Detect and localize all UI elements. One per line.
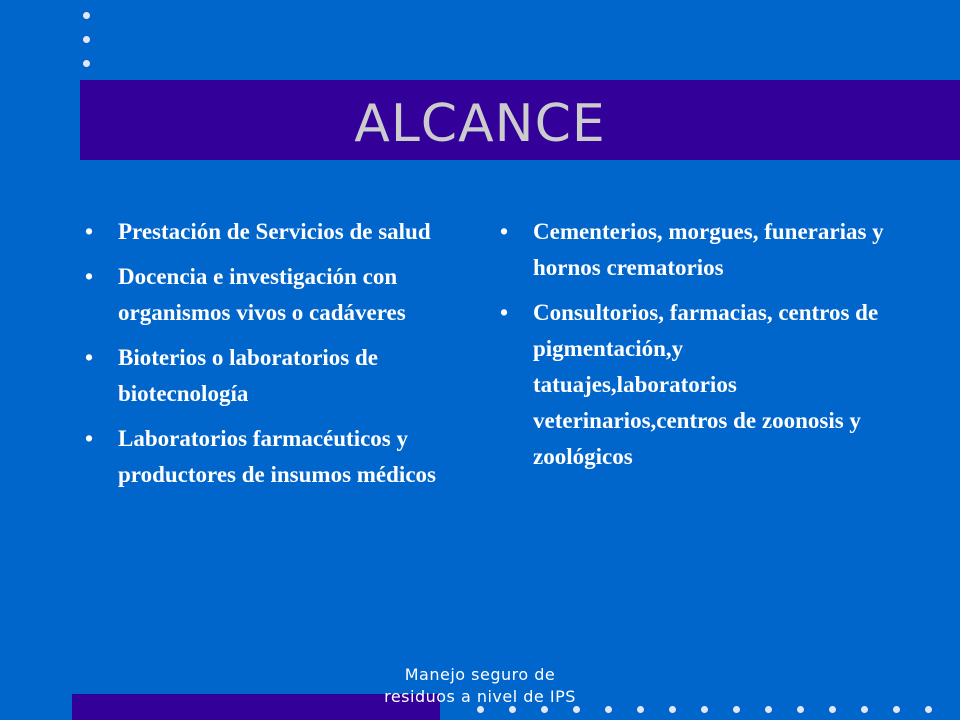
footer-line-2: residuos a nivel de IPS — [384, 687, 576, 706]
footer-line-1: Manejo seguro de — [404, 665, 556, 684]
left-bullet-list — [85, 214, 460, 502]
list-item-text: Consultorios, farmacias, centros de pigmentación,y tatuajes,laboratorios veterinarios,centros de zoonosis y zoológicos — [533, 300, 879, 469]
decor-dot — [83, 12, 90, 19]
bullet-icon: • — [500, 219, 509, 244]
decor-dot — [733, 706, 740, 713]
list-item-text: Prestación de Servicios de salud — [118, 219, 431, 244]
decor-dot — [829, 706, 836, 713]
list-item — [85, 259, 460, 331]
list-item-text: Bioterios o laboratorios de biotecnología — [118, 345, 378, 406]
decor-dot — [765, 706, 772, 713]
bullet-icon: • — [85, 219, 94, 244]
bullet-icon: • — [85, 264, 94, 289]
list-item — [85, 340, 460, 412]
list-item — [500, 214, 885, 286]
decor-dot — [637, 706, 644, 713]
decor-dot — [83, 60, 90, 67]
decor-dot — [669, 706, 676, 713]
decor-dot — [701, 706, 708, 713]
list-item-text: Docencia e investigación con organismos vivos o cadáveres — [118, 264, 406, 325]
slide-title: ALCANCE — [354, 94, 606, 154]
footer-caption — [340, 664, 620, 708]
decor-dot — [893, 706, 900, 713]
right-bullet-list — [500, 214, 885, 484]
bullet-icon: • — [85, 426, 94, 451]
bullet-icon: • — [500, 300, 509, 325]
list-item — [500, 295, 885, 475]
decor-dot — [861, 706, 868, 713]
title-bar — [80, 80, 960, 160]
bullet-icon: • — [85, 345, 94, 370]
decor-dot — [83, 36, 90, 43]
list-item-text: Cementerios, morgues, funerarias y hornos crematorios — [533, 219, 884, 280]
list-item — [85, 421, 460, 493]
decor-dot — [925, 706, 932, 713]
list-item — [85, 214, 460, 250]
list-item-text: Laboratorios farmacéuticos y productores de insumos médicos — [118, 426, 436, 487]
decor-dot — [797, 706, 804, 713]
